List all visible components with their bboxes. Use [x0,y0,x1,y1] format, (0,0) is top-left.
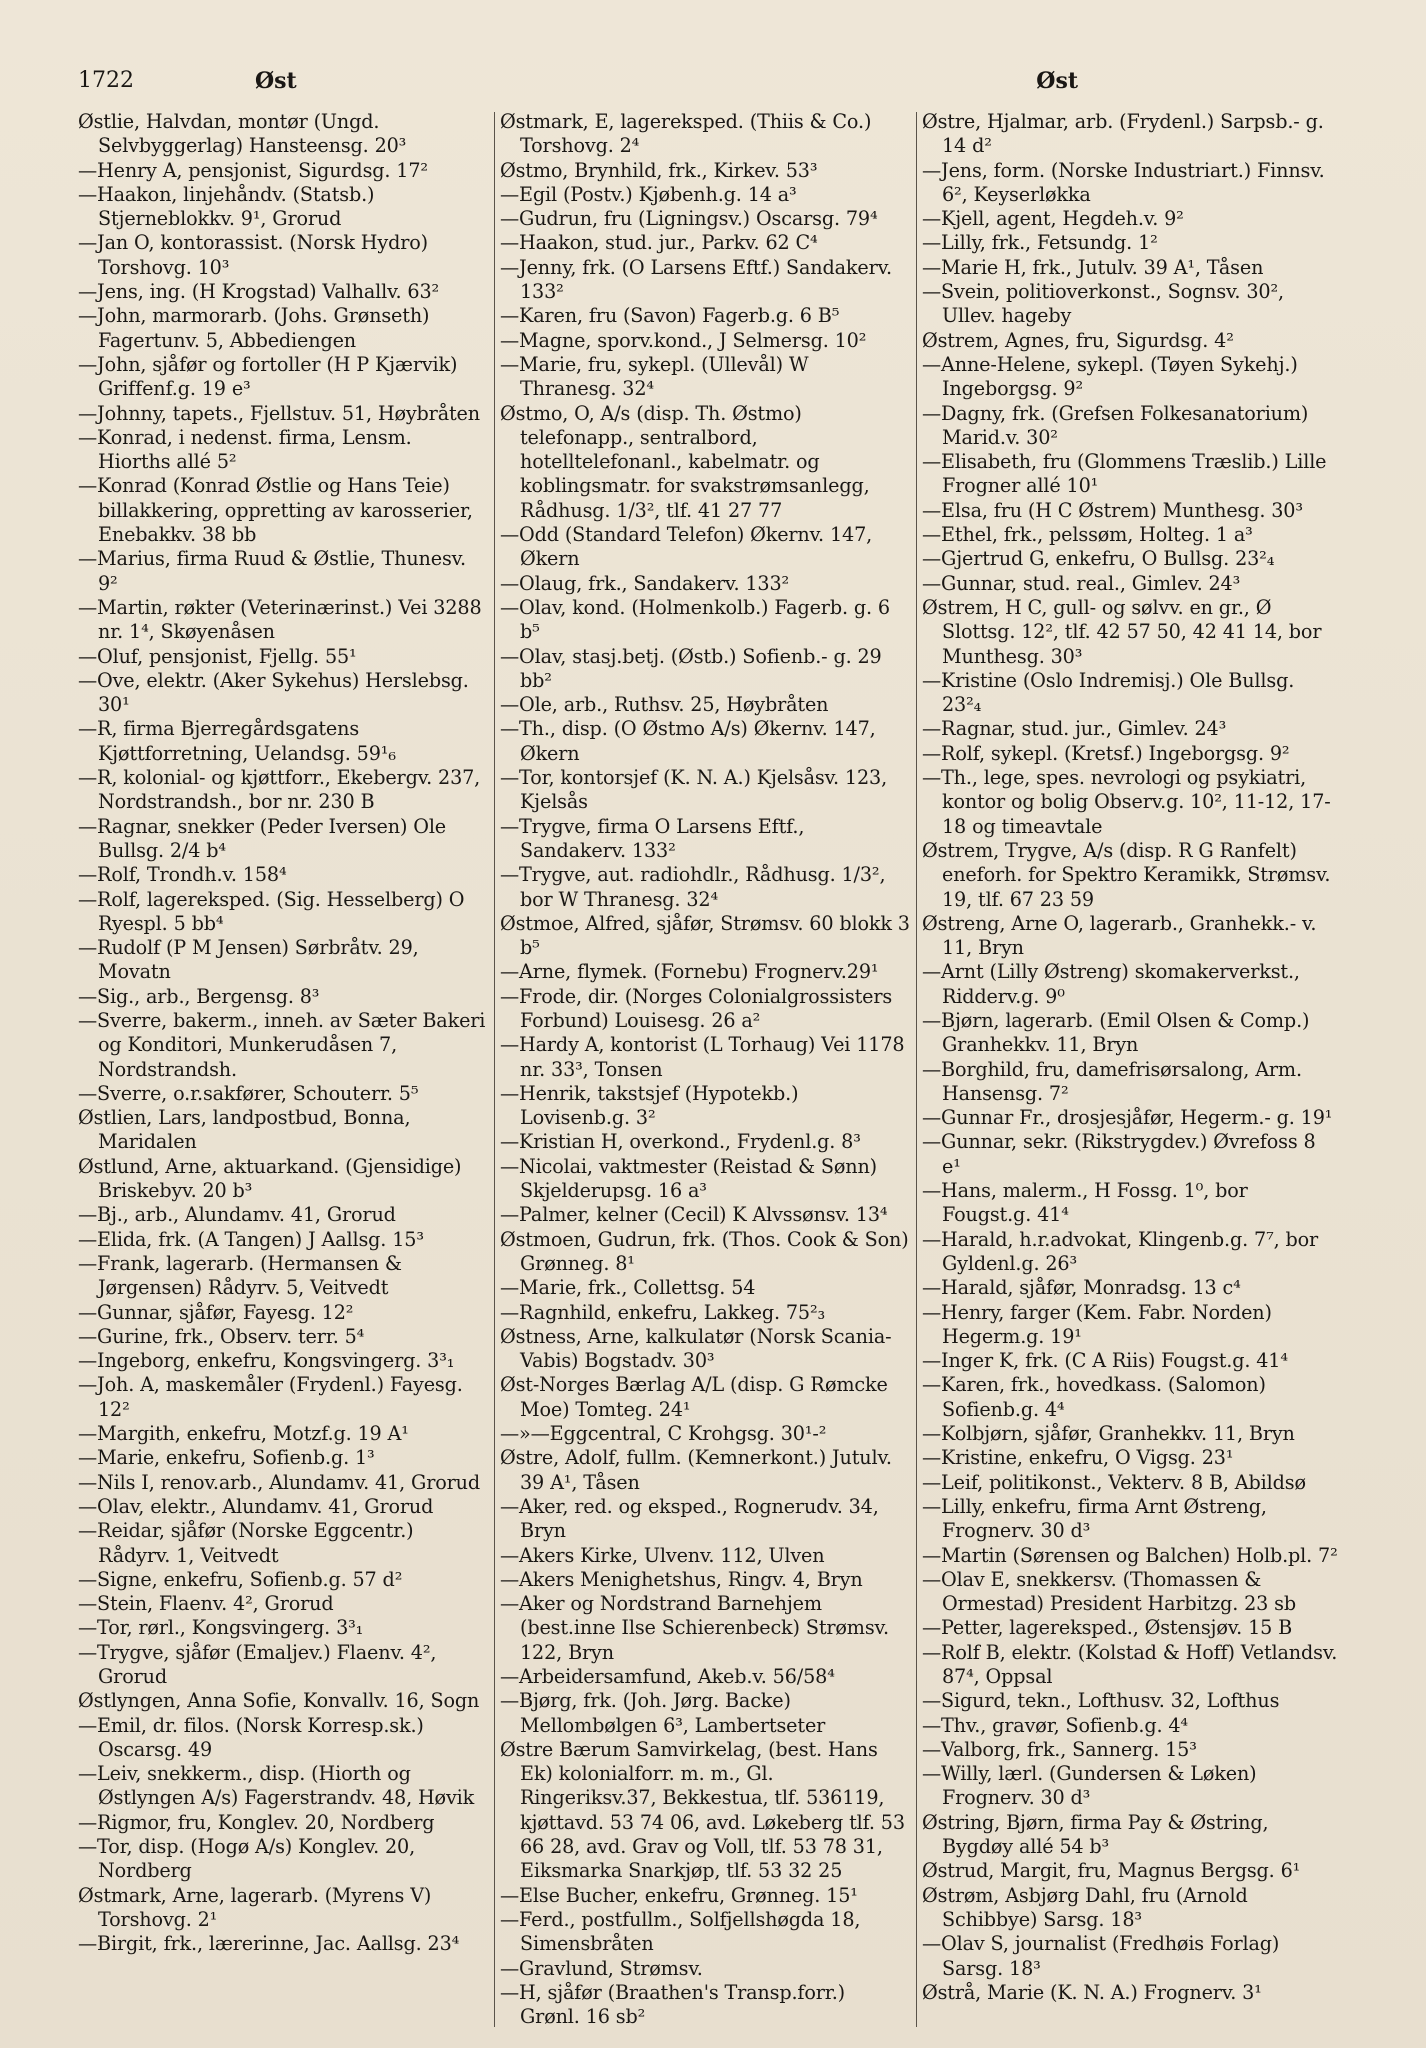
directory-entry: Østlyngen, Anna Sofie, Konvallv. 16, Sogn [78,1689,480,1713]
directory-entry: —Ethel, frk., pelssøm, Holteg. 1 a³ [922,523,1253,547]
directory-entry: Øst-Norges Bærlag A/L (disp. G Rømcke Moe) Tomteg. 24¹ [500,1373,888,1421]
directory-entry: —Bjørn, lagerarb. (Emil Olsen & Comp.) Granhekkv. 11, Bryn [922,1008,1310,1057]
directory-entry: —Haakon, linjehåndv. (Statsb.) Stjerneblokkv. 9¹, Grorud [78,182,375,231]
directory-entry: —Gjertrud G, enkefru, O Bullsg. 23²₄ [922,547,1275,571]
header-left-title: Øst [255,68,297,94]
column-divider [494,112,495,2027]
directory-entry: Østrem, Agnes, fru, Sigurdsg. 4² [922,328,1234,352]
directory-entry: —Harald, h.r.advokat, Klingenb.g. 7⁷, bor Gyldenl.g. 26³ [922,1227,1319,1275]
directory-entry: Østlie, Halvdan, montør (Ungd. Selvbyggerlag) Hansteensg. 20³ [78,110,407,158]
directory-entry: —Akers Menighetshus, Ringv. 4, Bryn [500,1567,863,1591]
directory-entry: —Valborg, frk., Sannerg. 15³ [922,1737,1197,1761]
directory-entry: —Sverre, o.r.sakfører, Schouterr. 5⁵ [78,1081,419,1105]
directory-entry: Østrå, Marie (K. N. A.) Frognerv. 3¹ [922,1980,1262,2004]
directory-entry: —Konrad, i nedenst. firma, Lensm. Hiorths allé 5² [78,425,412,474]
directory-entry: —Jens, form. (Norske Industriart.) Finnsv. 6², Keyserløkka [922,158,1325,206]
directory-entry: —Arbeidersamfund, Akeb.v. 56/58⁴ [500,1665,835,1688]
directory-entry: —Gunnar, sjåfør, Fayesg. 12² [78,1300,354,1324]
directory-entry: —Elida, frk. (A Tangen) J Aallsg. 15³ [78,1227,424,1251]
directory-entry: —Dagny, frk. (Grefsen Folkesanatorium) Marid.v. 30² [922,401,1309,449]
directory-entry: —Henry, farger (Kem. Fabr. Norden) Hegerm.g. 19¹ [922,1300,1272,1348]
directory-entry: —Konrad (Konrad Østlie og Hans Teie) billakkering, oppretting av karosserier, Enebakkv. 38 bb [78,474,473,547]
directory-entry: Østmo, Brynhild, frk., Kirkev. 53³ [500,158,818,182]
directory-entry: —Borghild, fru, damefrisørsalong, Arm. Hansensg. 7² [922,1057,1302,1105]
directory-entry: Østmoen, Gudrun, frk. (Thos. Cook & Son) Grønneg. 8¹ [500,1227,909,1275]
directory-entry: —Gunnar Fr., drosjesjåfør, Hegerm.- g. 19¹ [922,1106,1333,1130]
directory-entry: —Tor, disp. (Hogø A/s) Konglev. 20, Nordberg [78,1835,416,1883]
directory-entry: Østmark, E, lagereksped. (Thiis & Co.) Torshovg. 2⁴ [500,110,872,158]
directory-entry: —Gunnar, stud. real., Gimlev. 24³ [922,571,1241,595]
directory-entry: —Ingeborg, enkefru, Kongsvingerg. 3³₁ [78,1349,455,1373]
directory-entry: —Trygve, aut. radiohdlr., Rådhusg. 1/3², bor W Thranesg. 32⁴ [500,863,886,911]
directory-entry: —Rolf, lagereksped. (Sig. Hesselberg) O Ryespl. 5 bb⁴ [78,887,465,935]
directory-entry: —Oluf, pensjonist, Fjellg. 55¹ [78,644,357,668]
directory-entry: Østre, Adolf, fullm. (Kemnerkont.) Jutulv. 39 A¹, Tåsen [500,1446,892,1494]
directory-entry: —Tor, kontorsjef (K. N. A.) Kjelsåsv. 123, Kjelsås [500,766,888,814]
page-number: 1722 [78,68,134,93]
directory-entry: —Signe, enkefru, Sofienb.g. 57 d² [78,1567,403,1591]
directory-entry: —Birgit, frk., lærerinne, Jac. Aallsg. 23⁴ [78,1932,460,1956]
directory-entry: —Harald, sjåfør, Monradsg. 13 c⁴ [922,1276,1241,1300]
directory-entry: Østrem, Trygve, A/s (disp. R G Ranfelt) eneforh. for Spektro Keramikk, Strømsv. 19, tlf. 67 23 59 [922,838,1331,911]
directory-entry: —Margith, enkefru, Motzf.g. 19 A¹ [78,1422,409,1446]
directory-entry: —Stein, Flaenv. 4², Grorud [78,1592,334,1616]
directory-entry: Østring, Bjørn, firma Pay & Østring, Bygdøy allé 54 b³ [922,1810,1269,1859]
directory-entry: —Karen, frk., hovedkass. (Salomon) Sofienb.g. 4⁴ [922,1373,1266,1421]
directory-entry: Østrud, Margit, fru, Magnus Bergsg. 6¹ [922,1859,1301,1883]
directory-entry: —Trygve, sjåfør (Emaljev.) Flaenv. 4², Grorud [78,1640,437,1688]
directory-entry: —Olaug, frk., Sandakerv. 133² [500,571,790,595]
directory-entry: —Tor, rørl., Kongsvingerg. 3³₁ [78,1616,364,1640]
directory-entry: —Odd (Standard Telefon) Økernv. 147, Økern [500,523,873,571]
directory-entry: —R, kolonial- og kjøttforr., Ekebergv. 237, Nordstrandsh., bor nr. 230 B [78,766,481,814]
directory-entry: —Sig., arb., Bergensg. 8³ [78,984,320,1008]
directory-entry: —Anne-Helene, sykepl. (Tøyen Sykehj.) Ingeborgsg. 9² [922,352,1298,401]
directory-entry: —Jenny, frk. (O Larsens Eftf.) Sandakerv. 133² [500,255,892,304]
directory-entry: —Inger K, frk. (C A Riis) Fougst.g. 41⁴ [922,1349,1288,1373]
directory-entry: —Kristine (Oslo Indremisj.) Ole Bullsg. 23²₄ [922,668,1295,717]
directory-column-2 [500,110,910,2029]
directory-entry: —Martin (Sørensen og Balchen) Holb.pl. 7² [922,1543,1338,1567]
directory-entry: —Jan O, kontorassist. (Norsk Hydro) Torshovg. 10³ [78,231,428,279]
directory-entry: Østrøm, Asbjørg Dahl, fru (Arnold Schibbye) Sarsg. 18³ [922,1883,1248,1931]
directory-entry: —Sverre, bakerm., inneh. av Sæter Bakeri og Konditori, Munkerudåsen 7, Nordstrandsh. [78,1008,486,1081]
directory-entry: —Hans, malerm., H Fossg. 1⁰, bor Fougst.g. 41⁴ [922,1179,1248,1227]
directory-entry: —Thv., gravør, Sofienb.g. 4⁴ [922,1713,1188,1737]
directory-entry: —Johnny, tapets., Fjellstuv. 51, Høybråten [78,401,480,425]
directory-entry: —Sigurd, tekn., Lofthusv. 32, Lofthus [922,1689,1280,1713]
directory-entry: —Henrik, takstsjef (Hypotekb.) Lovisenb.g. 3² [500,1081,799,1130]
directory-entry: —Arnt (Lilly Østreng) skomakerverkst., Ridderv.g. 9⁰ [922,960,1300,1008]
header-right-title: Øst [1036,68,1078,94]
directory-entry: Østmoe, Alfred, sjåfør, Strømsv. 60 blokk 3 b⁵ [500,911,910,960]
directory-entry: —John, sjåfør og fortoller (H P Kjærvik) Griffenf.g. 19 e³ [78,352,458,401]
directory-entry: —Emil, dr. filos. (Norsk Korresp.sk.) Oscarsg. 49 [78,1713,424,1761]
column-divider [916,112,917,2027]
directory-entry: —Else Bucher, enkefru, Grønneg. 15¹ [500,1883,858,1907]
directory-entry: Østreng, Arne O, lagerarb., Granhekk.- v. 11, Bryn [922,911,1317,960]
directory-entry: —Egil (Postv.) Kjøbenh.g. 14 a³ [500,182,797,206]
directory-entry: —Kjell, agent, Hegdeh.v. 9² [922,207,1184,231]
directory-entry: —Nils I, renov.arb., Alundamv. 41, Grorud [78,1470,480,1494]
directory-entry: —Frode, dir. (Norges Colonialgrossisters Forbund) Louisesg. 26 a² [500,984,893,1032]
directory-entry: —Kristine, enkefru, O Vigsg. 23¹ [922,1446,1234,1470]
directory-entry: —R, firma Bjerregårdsgatens Kjøttforretning, Uelandsg. 59¹₆ [78,717,396,765]
directory-entry: —Bjørg, frk. (Joh. Jørg. Backe) Mellombølgen 6³, Lambertseter [500,1689,826,1737]
directory-entry: —Ove, elektr. (Aker Sykehus) Herslebsg. 30¹ [78,668,469,717]
directory-entry: —Gudrun, fru (Ligningsv.) Oscarsg. 79⁴ [500,207,878,231]
directory-entry: —Haakon, stud. jur., Parkv. 62 C⁴ [500,231,818,255]
directory-entry: —Aker, red. og eksped., Rognerudv. 34, Bryn [500,1494,879,1543]
directory-entry: Østlund, Arne, aktuarkand. (Gjensidige) Briskebyv. 20 b³ [78,1154,462,1203]
directory-column-3 [922,110,1338,2005]
directory-entry: —Olav, stasj.betj. (Østb.) Sofienb.- g. 29 bb² [500,644,882,692]
directory-entry: Østre, Hjalmar, arb. (Frydenl.) Sarpsb.- g. 14 d² [922,110,1324,158]
directory-entry: —Rolf, sykepl. (Kretsf.) Ingeborgsg. 9² [922,741,1290,765]
directory-entry: —Palmer, kelner (Cecil) K Alvssønsv. 13⁴ [500,1203,888,1227]
directory-entry: Østre Bærum Samvirkelag, (best. Hans Ek) kolonialforr. m. m., Gl. Ringeriksv.37, Bekkestua, tlf. 536119, kjøttavd. 53 74 06, avd. Løkeberg tlf. 53 66 28, avd. Grav og Voll, tlf. 53 78 31, Eiksmarka Snarkjøp, tlf. 53 32 25 [500,1737,905,1883]
directory-column-1 [78,110,488,1957]
directory-entry: —Ragnhild, enkefru, Lakkeg. 75²₃ [500,1300,826,1324]
directory-entry: —John, marmorarb. (Johs. Grønseth) Fagertunv. 5, Abbediengen [78,304,430,352]
directory-entry: Østness, Arne, kalkulatør (Norsk Scania-Vabis) Bogstadv. 30³ [500,1324,892,1373]
directory-entry: —Lilly, enkefru, firma Arnt Østreng, Frognerv. 30 d³ [922,1494,1267,1543]
directory-entry: —Th., disp. (O Østmo A/s) Økernv. 147, Økern [500,717,876,765]
directory-entry: —Ferd., postfullm., Solfjellshøgda 18, Simensbråten [500,1907,861,1956]
directory-entry: —Elsa, fru (H C Østrem) Munthesg. 30³ [922,498,1303,522]
directory-entry: —Marius, firma Ruud & Østlie, Thunesv. 9² [78,547,466,595]
directory-entry: —Th., lege, spes. nevrologi og psykiatri, kontor og bolig Observ.g. 10², 11-12, 17-18 og timeavtale [922,766,1331,838]
directory-entry: —Ole, arb., Ruthsv. 25, Høybråten [500,693,829,717]
directory-entry: —Gravlund, Strømsv. [500,1956,703,1980]
directory-entry: —Joh. A, maskemåler (Frydenl.) Fayesg. 12² [78,1373,463,1421]
directory-entry: —Frank, lagerarb. (Hermansen & Jørgensen) Rådyrv. 5, Veitvedt [78,1251,402,1300]
directory-entry: —Trygve, firma O Larsens Eftf., Sandakerv. 133² [500,814,805,862]
directory-entry: —Ragnar, snekker (Peder Iversen) Ole Bullsg. 2/4 b⁴ [78,814,447,862]
directory-entry: Østmark, Arne, lagerarb. (Myrens V) Torshovg. 2¹ [78,1883,432,1931]
directory-entry: —Olav, kond. (Holmenkolb.) Fagerb. g. 6 b⁵ [500,595,890,644]
directory-entry: —Olav E, snekkersv. (Thomassen & Ormestad) President Harbitzg. 23 sb [922,1567,1297,1616]
directory-entry: —Kolbjørn, sjåfør, Granhekkv. 11, Bryn [922,1422,1295,1446]
directory-entry: —Leiv, snekkerm., disp. (Hiorth og Østlyngen A/s) Fagerstrandv. 48, Høvik [78,1762,475,1810]
directory-entry: —Magne, sporv.kond., J Selmersg. 10² [500,328,867,352]
directory-entry: —Marie H, frk., Jutulv. 39 A¹, Tåsen [922,255,1264,279]
directory-entry: —Martin, røkter (Veterinærinst.) Vei 3288 nr. 1⁴, Skøyenåsen [78,595,482,644]
directory-entry: —»—Eggcentral, C Krohgsg. 30¹-² [500,1422,827,1446]
directory-entry: —Nicolai, vaktmester (Reistad & Sønn) Skjelderupsg. 16 a³ [500,1154,878,1203]
directory-entry: —Gurine, frk., Observ. terr. 5⁴ [78,1324,365,1348]
directory-entry: Østmo, O, A/s (disp. Th. Østmo) telefonapp., sentralbord, hotelltelefonanl., kabelmatr. og koblingsmatr. for svakstrømsanlegg, Rådhusg. 1/3², tlf. 41 27 77 [500,401,870,522]
directory-entry: —Rigmor, fru, Konglev. 20, Nordberg [78,1810,435,1834]
directory-entry: —Henry A, pensjonist, Sigurdsg. 17² [78,158,428,182]
directory-entry: —Rolf, Trondh.v. 158⁴ [78,863,287,887]
directory-entry: —Jens, ing. (H Krogstad) Valhallv. 63² [78,280,440,304]
directory-entry: Østrem, H C, gull- og sølvv. en gr., Ø Slottsg. 12², tlf. 42 57 50, 42 41 14, bor Munthesg. 30³ [922,595,1322,668]
directory-entry: —Elisabeth, fru (Glommens Træslib.) Lille Frogner allé 10¹ [922,450,1327,498]
directory-entry: —Karen, fru (Savon) Fagerb.g. 6 B⁵ [500,304,840,328]
directory-entry: —Olav S, journalist (Fredhøis Forlag) Sarsg. 18³ [922,1932,1280,1980]
directory-entry: —Rolf B, elektr. (Kolstad & Hoff) Vetlandsv. 87⁴, Oppsal [922,1640,1338,1688]
directory-entry: —Akers Kirke, Ulvenv. 112, Ulven [500,1543,825,1567]
directory-entry: —Reidar, sjåfør (Norske Eggcentr.) Rådyrv. 1, Veitvedt [78,1519,414,1567]
directory-entry: —Ragnar, stud. jur., Gimlev. 24³ [922,717,1227,741]
directory-entry: —Petter, lagereksped., Østensjøv. 15 B [922,1616,1293,1640]
directory-entry: —Hardy A, kontorist (L Torhaug) Vei 1178 nr. 33³, Tonsen [500,1033,905,1081]
directory-entry: —Bj., arb., Alundamv. 41, Grorud [78,1203,396,1227]
directory-entry: —Aker og Nordstrand Barnehjem (best.inne Ilse Schierenbeck) Strømsv. 122, Bryn [500,1592,889,1664]
directory-entry: —Olav, elektr., Alundamv. 41, Grorud [78,1494,434,1518]
directory-entry: —Marie, fru, sykepl. (Ullevål) W Thranesg. 32⁴ [500,352,809,401]
directory-entry: —Marie, frk., Collettsg. 54 [500,1276,756,1300]
page-header [78,68,1356,102]
directory-entry: —H, sjåfør (Braathen's Transp.forr.) Grønl. 16 sb² [500,1980,845,2029]
directory-entry: —Rudolf (P M Jensen) Sørbråtv. 29, Movatn [78,936,419,984]
directory-entry: —Lilly, frk., Fetsundg. 1² [922,231,1158,255]
directory-entry: —Willy, lærl. (Gundersen & Løken) Frognerv. 30 d³ [922,1762,1257,1810]
directory-entry: —Svein, politioverkonst., Sognsv. 30², Ullev. hageby [922,280,1284,328]
directory-entry: —Kristian H, overkond., Frydenl.g. 8³ [500,1130,861,1154]
directory-entry: —Gunnar, sekr. (Rikstrygdev.) Øvrefoss 8 e¹ [922,1130,1316,1178]
directory-entry: Østlien, Lars, landpostbud, Bonna, Maridalen [78,1106,411,1154]
directory-entry: —Arne, flymek. (Fornebu) Frognerv.29¹ [500,960,879,984]
directory-entry: —Leif, politikonst., Vekterv. 8 B, Abildsø [922,1470,1306,1494]
directory-entry: —Marie, enkefru, Sofienb.g. 1³ [78,1446,375,1470]
